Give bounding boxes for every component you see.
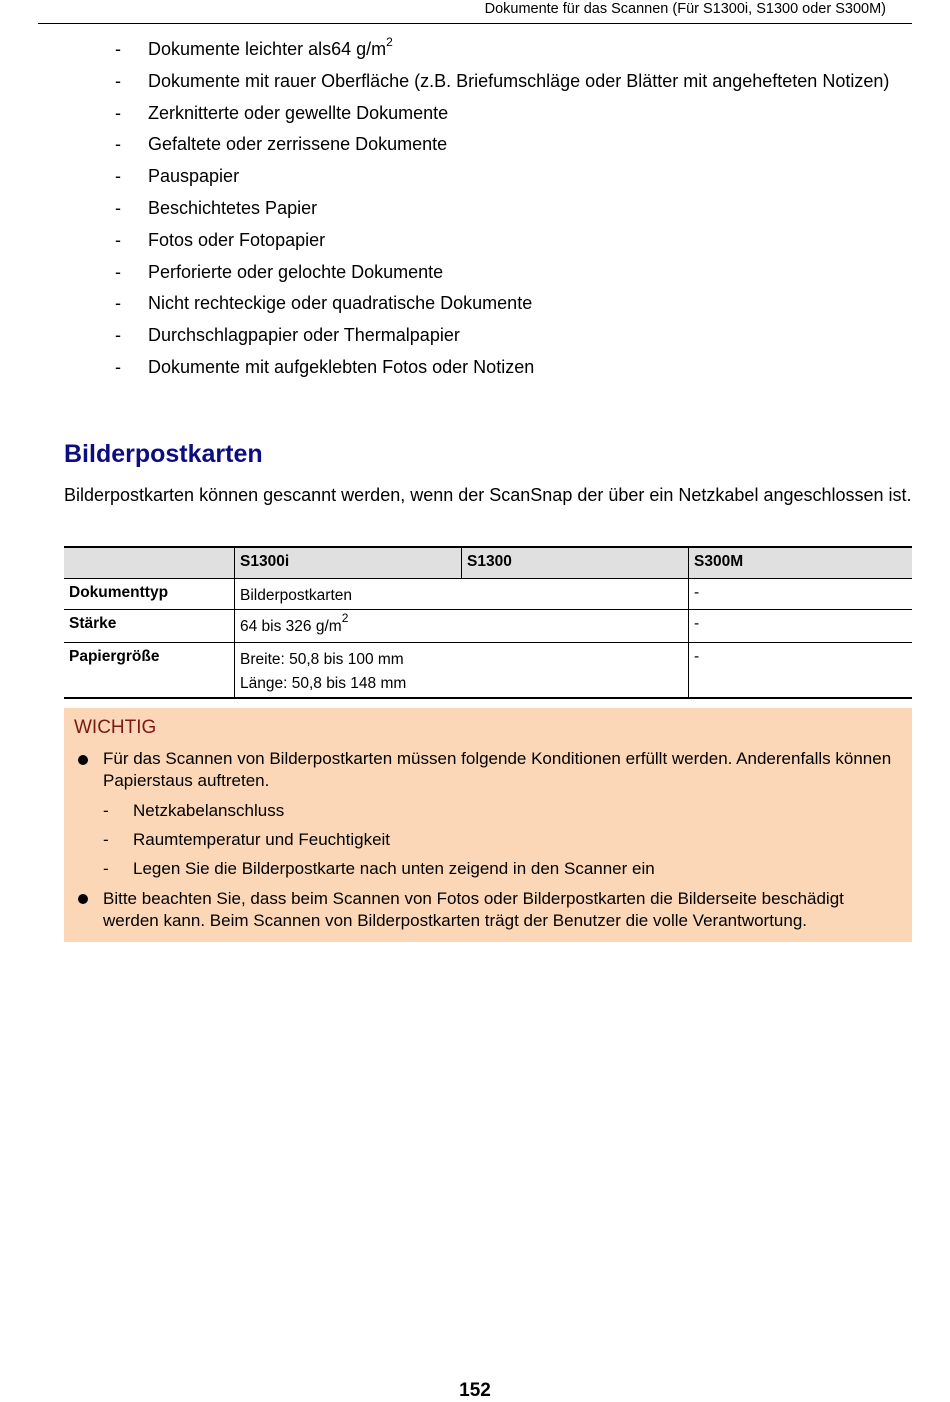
table-cell: - [689, 609, 913, 642]
list-dash: - [115, 261, 121, 282]
sub-list-item-text: Raumtemperatur und Feuchtigkeit [133, 830, 391, 849]
list-dash: - [115, 197, 121, 218]
list-item [115, 70, 895, 93]
important-bullet-text: Bitte beachten Sie, dass beim Scannen von Fotos oder Bilderpostkarten die Bilderseite beschädigt werden kann. Beim Scannen von Bilderpostkarten trägt der Benutzer die volle Verantwortung. [103, 889, 844, 930]
superscript: 2 [341, 611, 349, 626]
row-label: Stärke [69, 614, 117, 632]
list-dash: - [115, 325, 121, 346]
list-item-text: Gefaltete oder zerrissene Dokumente [148, 134, 448, 155]
list-item-text: Zerknitterte oder gewellte Dokumente [148, 102, 449, 123]
list-dash: - [115, 293, 121, 314]
list-item [115, 356, 895, 379]
table-cell: - [689, 578, 913, 609]
bullet-icon [78, 755, 88, 765]
list-dash: - [115, 229, 121, 250]
unsuitable-documents-list [115, 35, 895, 388]
page-number: 152 [459, 1380, 491, 1401]
list-item [115, 133, 895, 156]
row-label: Papiergröße [69, 647, 160, 665]
header-rule [38, 23, 912, 24]
list-dash: - [103, 801, 109, 820]
list-dash: - [103, 830, 109, 849]
list-item-text: Durchschlagpapier oder Thermalpapier [148, 325, 460, 346]
list-dash: - [103, 859, 109, 878]
row-label: Dokumenttyp [69, 583, 169, 601]
table-cell [235, 609, 689, 642]
important-box [64, 708, 912, 942]
list-item [115, 165, 895, 188]
superscript: 2 [386, 35, 393, 49]
list-item-text: Perforierte oder gelochte Dokumente [148, 261, 444, 282]
table-header-cell: S300M [689, 547, 913, 578]
list-item-text: Pauspapier [148, 166, 240, 187]
table-header-cell: S1300 [462, 547, 689, 578]
table-row [64, 578, 912, 609]
table-header-row [64, 547, 912, 578]
spec-table [64, 546, 912, 699]
list-dash: - [115, 39, 121, 59]
list-item-text: Beschichtetes Papier [148, 197, 318, 218]
list-dash: - [115, 134, 121, 155]
table-row [64, 642, 912, 698]
bullet-icon [78, 894, 88, 904]
table-cell [235, 642, 689, 698]
important-title: WICHTIG [74, 717, 157, 738]
list-item [115, 324, 895, 347]
section-paragraph: Bilderpostkarten können gescannt werden, wenn der ScanSnap der über ein Netzkabel angeschlossen ist. [64, 485, 912, 505]
list-item-text: Dokumente leichter als64 g/m [148, 39, 387, 59]
cell-text: Bilderpostkarten [240, 586, 353, 604]
table-cell: - [689, 642, 913, 698]
list-item-text: Nicht rechteckige oder quadratische Dokumente [148, 293, 533, 314]
list-dash: - [115, 70, 121, 91]
list-item-text: Dokumente mit aufgeklebten Fotos oder Notizen [148, 356, 535, 377]
list-item [115, 102, 895, 125]
list-item [115, 229, 895, 252]
table-header-cell [64, 547, 235, 578]
table-cell [235, 578, 689, 609]
list-dash: - [115, 356, 121, 377]
sub-list-item-text: Netzkabelanschluss [133, 801, 285, 820]
list-item [115, 261, 895, 284]
cell-text: Breite: 50,8 bis 100 mm [240, 650, 404, 668]
cell-text-main: 64 bis 326 g/m [240, 617, 342, 635]
list-item-text: Fotos oder Fotopapier [148, 229, 326, 250]
important-bullet-text: Für das Scannen von Bilderpostkarten müssen folgende Konditionen erfüllt werden. Anderenfalls können Papierstaus auftreten. [103, 749, 892, 790]
header-text: Dokumente für das Scannen (Für S1300i, S1300 oder S300M) [484, 1, 886, 17]
sub-list-item-text: Legen Sie die Bilderpostkarte nach unten zeigend in den Scanner ein [133, 859, 655, 878]
list-item [115, 197, 895, 220]
table-row [64, 609, 912, 642]
table-header-cell: S1300i [235, 547, 462, 578]
list-dash: - [115, 166, 121, 187]
list-item [115, 35, 895, 61]
list-item-text: Dokumente mit rauer Oberfläche (z.B. Briefumschläge oder Blätter mit angehefteten Notizen) [148, 70, 890, 91]
cell-text [240, 611, 683, 639]
section-title: Bilderpostkarten [64, 440, 263, 468]
list-item [115, 292, 895, 315]
cell-text: Länge: 50,8 bis 148 mm [240, 674, 407, 692]
list-dash: - [115, 102, 121, 123]
